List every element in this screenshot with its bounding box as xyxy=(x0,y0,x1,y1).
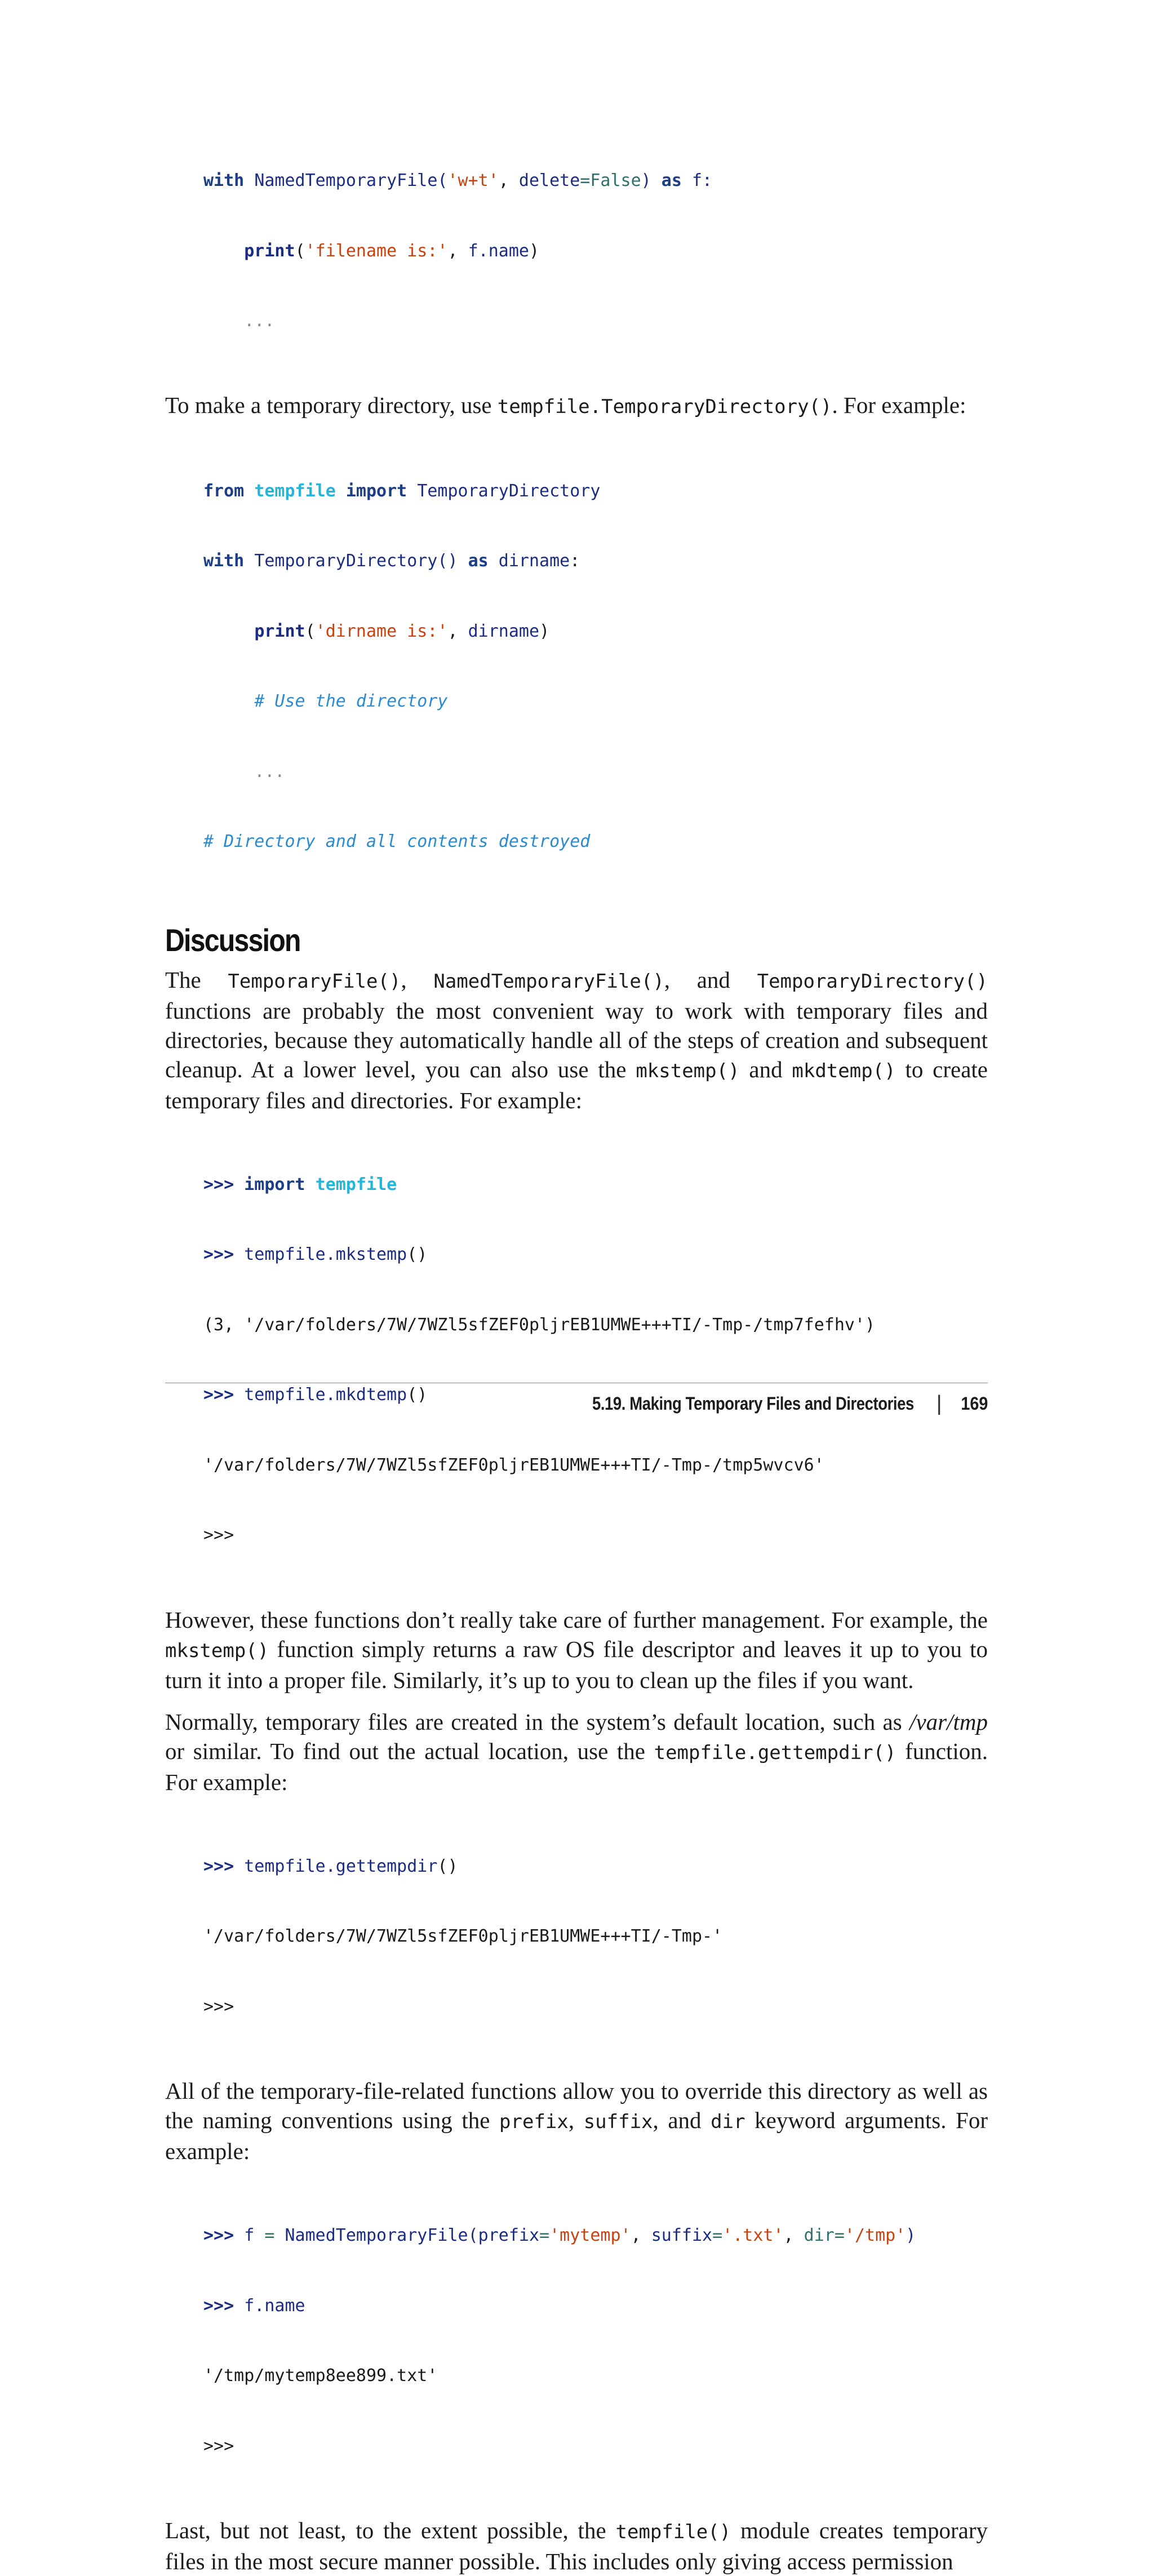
code-prompt: >>> xyxy=(203,1245,234,1264)
code-punct: ) xyxy=(641,171,662,190)
code-line xyxy=(203,2294,988,2318)
paragraph-secure xyxy=(165,2516,988,2576)
inline-code: mkstemp() xyxy=(636,1059,740,1082)
code-prompt: >>> xyxy=(203,1174,234,1194)
inline-code: TemporaryDirectory() xyxy=(757,970,988,993)
paragraph-discussion xyxy=(165,965,988,1115)
code-module: tempfile xyxy=(254,481,336,501)
footer-section-title: 5.19. Making Temporary Files and Directories xyxy=(592,1393,914,1414)
code-punct: : xyxy=(570,551,580,571)
code-comment: # Directory and all contents destroyed xyxy=(203,832,591,851)
code-punct: , xyxy=(447,241,468,261)
code-punct: , xyxy=(498,171,519,190)
code-block-gettempdir xyxy=(203,1808,988,2066)
page-footer xyxy=(540,1392,988,1416)
code-eq: = xyxy=(580,171,591,190)
text: However, these functions don’t really take care of further management. For example, the xyxy=(165,1606,988,1633)
code-call: tempfile.gettempdir xyxy=(244,1856,438,1876)
code-line xyxy=(203,1524,988,1547)
code-output: '/tmp/mytemp8ee899.txt' xyxy=(203,2366,438,2386)
code-keyword: from xyxy=(203,481,245,501)
text: to create temporary files and directories. For example: xyxy=(165,1056,988,1113)
inline-code: tempfile() xyxy=(615,2521,731,2543)
text: , xyxy=(401,966,434,993)
inline-code: NamedTemporaryFile() xyxy=(433,970,664,993)
code-block-prefix-suffix xyxy=(203,2177,988,2504)
code-kwarg: dir xyxy=(804,2226,835,2245)
code-value: False xyxy=(590,171,641,190)
code-line xyxy=(203,1925,988,1948)
text: , and xyxy=(653,2107,711,2133)
code-string: 'mytemp' xyxy=(549,2226,631,2245)
code-eq: = xyxy=(834,2226,845,2245)
code-punct: ( xyxy=(305,621,316,641)
code-line xyxy=(203,239,988,263)
code-line xyxy=(203,690,988,713)
code-punct: () xyxy=(407,1245,428,1264)
text: , and xyxy=(664,966,757,993)
code-punct: () xyxy=(437,1856,458,1876)
code-prompt: >>> xyxy=(203,1856,234,1876)
text: function. For example: xyxy=(165,1738,988,1795)
code-string: 'w+t' xyxy=(447,171,499,190)
code-prompt: >>> xyxy=(203,1525,234,1545)
code-eq: = xyxy=(539,2226,550,2245)
code-module: tempfile xyxy=(315,1174,397,1194)
inline-code: dir xyxy=(711,2111,745,2133)
code-keyword: with xyxy=(203,171,245,190)
code-name: f: xyxy=(681,171,713,190)
text: Last, but not least, to the extent possible, the xyxy=(165,2517,616,2543)
text: or similar. To find out the actual location, use the xyxy=(165,1738,654,1764)
code-call: NamedTemporaryFile( xyxy=(254,171,448,190)
code-ellipsis: ... xyxy=(254,761,285,781)
inline-code: mkdtemp() xyxy=(792,1059,896,1082)
code-string: 'dirname is:' xyxy=(315,621,448,641)
code-prompt: >>> xyxy=(203,2436,234,2456)
code-name: f.name xyxy=(244,2295,305,2316)
paragraph-override xyxy=(165,2076,988,2166)
code-punct: ) xyxy=(906,2226,916,2245)
code-prompt: >>> xyxy=(203,1996,234,2017)
code-name: f.name xyxy=(468,241,529,261)
code-prompt: >>> xyxy=(203,2295,234,2316)
paragraph-temporary-directory xyxy=(165,390,988,421)
text: and xyxy=(739,1056,792,1082)
code-name: dirname xyxy=(498,551,570,571)
code-line xyxy=(203,549,988,573)
code-line xyxy=(203,760,988,784)
code-name: f xyxy=(244,2226,255,2245)
code-block-named-temporary-file xyxy=(203,122,988,380)
code-prompt: >>> xyxy=(203,1385,234,1405)
code-punct: ) xyxy=(529,241,540,261)
inline-code: tempfile.gettempdir() xyxy=(654,1741,896,1764)
code-eq: = xyxy=(712,2226,723,2245)
code-line xyxy=(203,2435,988,2458)
code-line xyxy=(203,1173,988,1197)
code-builtin: print xyxy=(254,621,305,641)
code-line xyxy=(203,309,988,333)
code-builtin: print xyxy=(244,241,295,261)
code-keyword: as xyxy=(661,171,682,190)
text: . For example: xyxy=(832,392,966,418)
paragraph-default-location xyxy=(165,1707,988,1797)
code-line xyxy=(203,1855,988,1878)
code-punct: () xyxy=(407,1385,428,1405)
code-call: tempfile.mkstemp xyxy=(244,1245,407,1264)
code-keyword: as xyxy=(468,551,489,571)
code-line xyxy=(203,1454,988,1477)
code-kwarg: prefix xyxy=(478,2226,540,2245)
code-output: '/var/folders/7W/7WZl5sfZEF0pljrEB1UMWE+++TI/-Tmp-/tmp5wvcv6' xyxy=(203,1455,824,1475)
inline-code: suffix xyxy=(583,2111,653,2133)
code-line xyxy=(203,620,988,643)
text: All of the temporary-file-related functions allow you to override this directory as well as the naming conventions using the xyxy=(165,2078,988,2133)
code-punct: , xyxy=(783,2226,804,2245)
code-name: TemporaryDirectory xyxy=(417,481,601,501)
page-content xyxy=(165,113,988,2576)
code-ellipsis: ... xyxy=(244,311,275,331)
inline-code: prefix xyxy=(499,2111,569,2133)
code-call: TemporaryDirectory() xyxy=(254,551,468,571)
code-string: '/tmp' xyxy=(844,2226,906,2245)
section-heading: Discussion xyxy=(165,922,300,958)
code-line xyxy=(203,479,988,503)
text: Normally, temporary files are created in the system’s default location, such as xyxy=(165,1708,910,1735)
code-line xyxy=(203,1313,988,1337)
code-call: tempfile.mkdtemp xyxy=(244,1385,407,1405)
code-call: NamedTemporaryFile( xyxy=(285,2226,478,2245)
code-line xyxy=(203,1243,988,1267)
code-line xyxy=(203,169,988,193)
inline-code: TemporaryFile() xyxy=(228,970,401,993)
text: , xyxy=(568,2107,584,2133)
code-line xyxy=(203,2224,988,2248)
code-output: '/var/folders/7W/7WZl5sfZEF0pljrEB1UMWE+++TI/-Tmp-' xyxy=(203,1926,723,1946)
text: keyword arguments. For example: xyxy=(165,2107,988,2164)
code-block-mkstemp xyxy=(203,1126,988,1594)
code-line xyxy=(203,2364,988,2388)
footer-separator: | xyxy=(936,1392,942,1415)
code-line xyxy=(203,1995,988,2019)
code-punct: , xyxy=(447,621,468,641)
code-comment: # Use the directory xyxy=(254,691,448,711)
code-line xyxy=(203,830,988,854)
path-emphasis: /var/tmp xyxy=(909,1708,988,1735)
code-punct: , xyxy=(631,2226,651,2245)
page-number: 169 xyxy=(960,1393,988,1414)
code-prompt: >>> xyxy=(203,2226,234,2245)
code-name: dirname xyxy=(468,621,540,641)
text: module creates temporary files in the most secure manner possible. This includes only giving access permission xyxy=(165,2517,988,2574)
text: function simply returns a raw OS file descriptor and leaves it up to you to turn it into a proper file. Similarly, it’s up to you to clean up the files if you want. xyxy=(165,1636,988,1693)
inline-code: tempfile.TemporaryDirectory() xyxy=(497,395,832,418)
paragraph-management xyxy=(165,1605,988,1695)
code-kwarg: suffix xyxy=(651,2226,713,2245)
code-string: 'filename is:' xyxy=(305,241,448,261)
code-keyword: import xyxy=(345,481,407,501)
text: The xyxy=(165,966,228,993)
code-string: '.txt' xyxy=(722,2226,784,2245)
text: functions are probably the most convenient way to work with temporary files and directories, because they automatically handle all of the steps of creation and subsequent cleanup. At a lower level, you can also use the xyxy=(165,997,988,1082)
code-keyword: with xyxy=(203,551,245,571)
code-output: (3, '/var/folders/7W/7WZl5sfZEF0pljrEB1UMWE+++TI/-Tmp-/tmp7fefhv') xyxy=(203,1314,876,1335)
code-punct: ( xyxy=(295,241,305,261)
inline-code: mkstemp() xyxy=(165,1639,269,1662)
code-block-temporary-directory xyxy=(203,433,988,900)
code-punct: ) xyxy=(539,621,550,641)
code-eq: = xyxy=(254,2226,285,2245)
code-kwarg: delete xyxy=(518,171,580,190)
text: To make a temporary directory, use xyxy=(165,392,498,418)
code-keyword: import xyxy=(244,1174,305,1194)
